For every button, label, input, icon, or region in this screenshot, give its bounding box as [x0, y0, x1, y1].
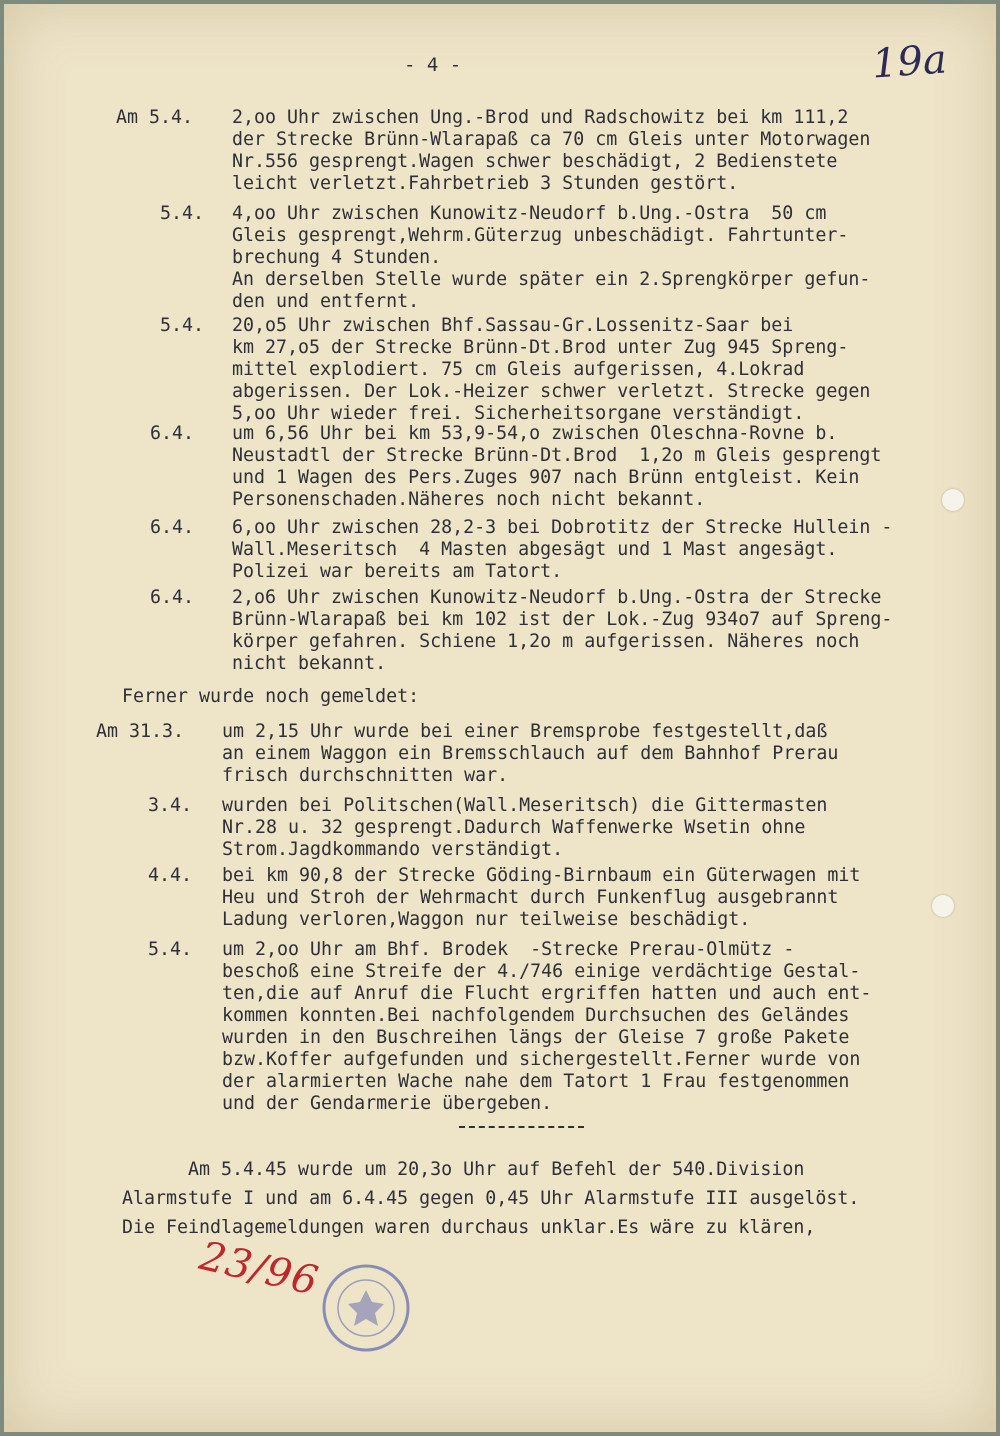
- entry-date: 3.4.: [148, 795, 193, 816]
- entry-date: Am 31.3.: [96, 721, 185, 742]
- entry-line: km 27,o5 der Strecke Brünn-Dt.Brod unter Zug 945 Spreng-: [232, 337, 849, 358]
- entry-line: Wall.Meseritsch 4 Masten abgesägt und 1 Mast angesägt.: [232, 539, 838, 560]
- entry-line: kommen konnten.Bei nachfolgendem Durchsuchen des Geländes: [222, 1005, 850, 1026]
- entry-date: 5.4.: [160, 203, 205, 224]
- punch-hole-lower: [932, 895, 954, 917]
- entry-line: Neustadtl der Strecke Brünn-Dt.Brod 1,2o m Gleis gesprengt: [232, 445, 882, 466]
- entry-date: Am 5.4.: [116, 107, 194, 128]
- entry-line: frisch durchschnitten war.: [222, 765, 509, 786]
- entry-date: 5.4.: [160, 315, 205, 336]
- archive-seal-stamp: [320, 1262, 412, 1354]
- entry-line: und 1 Wagen des Pers.Zuges 907 nach Brünn entgleist. Kein: [232, 467, 860, 488]
- page-number: - 4 -: [404, 54, 462, 76]
- entry-line: Heu und Stroh der Wehrmacht durch Funkenflug ausgebrannt: [222, 887, 839, 908]
- entry-line: Ladung verloren,Waggon nur teilweise beschädigt.: [222, 909, 751, 930]
- red-archive-number: 23/96: [195, 1233, 323, 1305]
- entry-line: wurden in den Buschreihen längs der Gleise 7 große Pakete: [222, 1027, 850, 1048]
- entry-line: An derselben Stelle wurde später ein 2.Sprengkörper gefun-: [232, 269, 871, 290]
- entry-line: Nr.28 u. 32 gesprengt.Dadurch Waffenwerke Wsetin ohne: [222, 817, 806, 838]
- entry-line: 20,o5 Uhr zwischen Bhf.Sassau-Gr.Lossenitz-Saar bei: [232, 315, 794, 336]
- entry-line: mittel explodiert. 75 cm Gleis aufgerissen, 4.Lokrad: [232, 359, 805, 380]
- entry-line: 2,oo Uhr zwischen Ung.-Brod und Radschowitz bei km 111,2: [232, 107, 849, 128]
- entry-date: 4.4.: [148, 865, 193, 886]
- entry-line: bzw.Koffer aufgefunden und sichergestellt.Ferner wurde von: [222, 1049, 861, 1070]
- further-heading: Ferner wurde noch gemeldet:: [122, 686, 420, 707]
- entry-line: Gleis gesprengt,Wehrm.Güterzug unbeschädigt. Fahrtunter-: [232, 225, 849, 246]
- entry-line: um 6,56 Uhr bei km 53,9-54,o zwischen Oleschna-Rovne b.: [232, 423, 838, 444]
- entry-line: abgerissen. Der Lok.-Heizer schwer verletzt. Strecke gegen: [232, 381, 871, 402]
- separator-line: [459, 1126, 584, 1128]
- entry-line: der Strecke Brünn-Wlarapaß ca 70 cm Gleis unter Motorwagen: [232, 129, 871, 150]
- foliation-mark: 19a: [870, 36, 949, 88]
- entry-line: 4,oo Uhr zwischen Kunowitz-Neudorf b.Ung.-Ostra 50 cm: [232, 203, 827, 224]
- entry-line: um 2,15 Uhr wurde bei einer Bremsprobe festgestellt,daß: [222, 721, 828, 742]
- closing-line-1: Am 5.4.45 wurde um 20,3o Uhr auf Befehl der 540.Division: [188, 1159, 805, 1180]
- entry-line: körper gefahren. Schiene 1,2o m aufgerissen. Näheres noch: [232, 631, 860, 652]
- entry-line: Personenschaden.Näheres noch nicht bekannt.: [232, 489, 706, 510]
- entry-line: Brünn-Wlarapaß bei km 102 ist der Lok.-Zug 934o7 auf Spreng-: [232, 609, 893, 630]
- entry-line: um 2,oo Uhr am Bhf. Brodek -Strecke Prerau-Olmütz -: [222, 939, 795, 960]
- entry-line: 5,oo Uhr wieder frei. Sicherheitsorgane verständigt.: [232, 403, 805, 424]
- entry-line: brechung 4 Stunden.: [232, 247, 442, 268]
- entry-date: 6.4.: [150, 587, 195, 608]
- entry-line: bei km 90,8 der Strecke Göding-Birnbaum ein Güterwagen mit: [222, 865, 861, 886]
- entry-line: nicht bekannt.: [232, 653, 387, 674]
- entry-date: 5.4.: [148, 939, 193, 960]
- entry-line: an einem Waggon ein Bremsschlauch auf dem Bahnhof Prerau: [222, 743, 839, 764]
- closing-line-2: Alarmstufe I und am 6.4.45 gegen 0,45 Uhr Alarmstufe III ausgelöst.: [122, 1188, 860, 1209]
- entry-line: ten,die auf Anruf die Flucht ergriffen hatten und auch ent-: [222, 983, 872, 1004]
- closing-line-3: Die Feindlagemeldungen waren durchaus unklar.Es wäre zu klären,: [122, 1217, 816, 1238]
- entry-date: 6.4.: [150, 517, 195, 538]
- entry-line: der alarmierten Wache nahe dem Tatort 1 Frau festgenommen: [222, 1071, 850, 1092]
- document-page: [4, 4, 996, 1432]
- entry-line: Nr.556 gesprengt.Wagen schwer beschädigt, 2 Bedienstete: [232, 151, 838, 172]
- entry-line: den und entfernt.: [232, 291, 420, 312]
- entry-line: wurden bei Politschen(Wall.Meseritsch) die Gittermasten: [222, 795, 828, 816]
- punch-hole-upper: [942, 489, 964, 511]
- entry-date: 6.4.: [150, 423, 195, 444]
- entry-line: 2,o6 Uhr zwischen Kunowitz-Neudorf b.Ung.-Ostra der Strecke: [232, 587, 882, 608]
- entry-line: beschoß eine Streife der 4./746 einige verdächtige Gestal-: [222, 961, 861, 982]
- entry-line: 6,oo Uhr zwischen 28,2-3 bei Dobrotitz der Strecke Hullein -: [232, 517, 893, 538]
- entry-line: leicht verletzt.Fahrbetrieb 3 Stunden gestört.: [232, 173, 739, 194]
- entry-line: und der Gendarmerie übergeben.: [222, 1093, 553, 1114]
- bleed-through-mark-left: [92, 44, 144, 95]
- entry-line: Polizei war bereits am Tatort.: [232, 561, 563, 582]
- entry-line: Strom.Jagdkommando verständigt.: [222, 839, 564, 860]
